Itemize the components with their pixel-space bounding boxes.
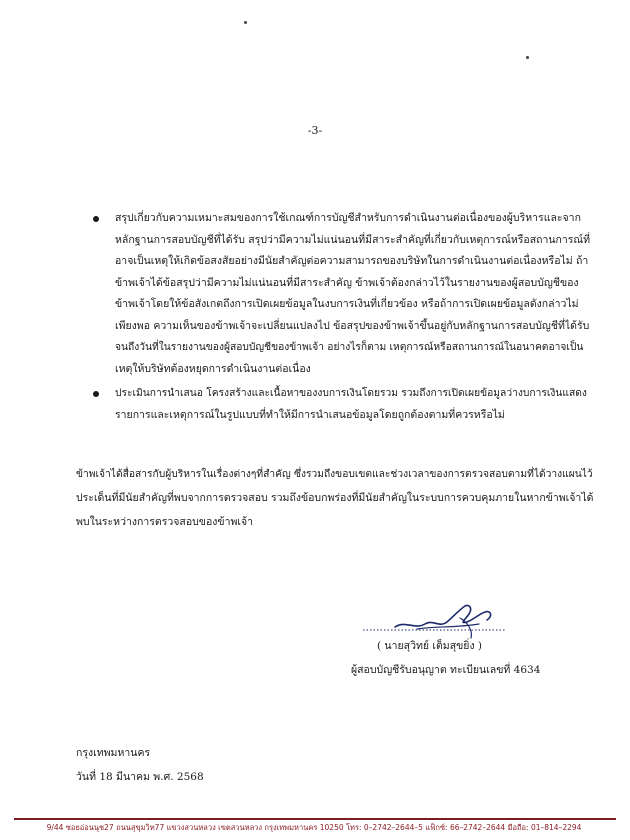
communication-paragraph bbox=[76, 462, 596, 534]
footer-rule bbox=[14, 818, 616, 820]
text-line: จนถึงวันที่ในรายงานของผู้สอบบัญชีของข้าพเจ้า อย่างไรก็ตาม เหตุการณ์หรือสถานการณ์ในอนาคตอาจเป็น bbox=[115, 341, 584, 353]
text-line: ข้าพเจ้าได้สื่อสารกับผู้บริหารในเรื่องต่างๆที่สำคัญ ซึ่งรวมถึงขอบเขตและช่วงเวลาของการตรวจสอบตามที่ได้วางแผนไว้ bbox=[76, 468, 593, 480]
text-line: พบในระหว่างการตรวจสอบของข้าพเจ้า bbox=[76, 516, 254, 528]
text-line: ข้าพเจ้าได้ข้อสรุปว่ามีความไม่แน่นอนที่มีสาระสำคัญ ข้าพเจ้าต้องกล่าวไว้ในรายงานของผู้สอบบัญชีของ bbox=[115, 276, 579, 289]
signer-name: ( นายสุวิทย์ เต็มสุขยิ่ง ) bbox=[377, 640, 483, 652]
place-and-date bbox=[76, 741, 204, 789]
date-label: วันที่ 18 มีนาคม พ.ศ. 2568 bbox=[76, 771, 204, 783]
scan-speck bbox=[526, 56, 529, 59]
text-line: ประเมินการนำเสนอ โครงสร้างและเนื้อหาของงบการเงินโดยรวม รวมถึงการเปิดเผยข้อมูลว่างบการเงินแสดง bbox=[115, 387, 587, 399]
text-line: อาจเป็นเหตุให้เกิดข้อสงสัยอย่างมีนัยสำคัญต่อความสามารถของบริษัทในการดำเนินงานต่อเนื่องหรือไม่ ถ้า bbox=[115, 255, 589, 267]
text-line: เพียงพอ ความเห็นของข้าพเจ้าจะเปลี่ยนแปลงไป ข้อสรุปของข้าพเจ้าขึ้นอยู่กับหลักฐานการสอบบัญชีที่ได้รับ bbox=[115, 319, 590, 332]
bullet-item-presentation bbox=[93, 383, 593, 426]
text-line: สรุปเกี่ยวกับความเหมาะสมของการใช้เกณฑ์การบัญชีสำหรับการดำเนินงานต่อเนื่องของผู้บริหารและจาก bbox=[115, 212, 581, 224]
bullet-dot-icon bbox=[93, 216, 99, 222]
page-number: -3- bbox=[307, 124, 323, 137]
city-label: กรุงเทพมหานคร bbox=[76, 747, 151, 759]
signer-title: ผู้สอบบัญชีรับอนุญาต ทะเบียนเลขที่ 4634 bbox=[351, 664, 541, 676]
text-line: รายการและเหตุการณ์ในรูปแบบที่ทำให้มีการนำเสนอข้อมูลโดยถูกต้องตามที่ควรหรือไม่ bbox=[115, 408, 505, 421]
footer-address: 9/44 ซอยอ่อนนุช27 ถนนสุขุมวิท77 แขวงสวนหลวง เขตสวนหลวง กรุงเทพมหานคร 10250 โทร: 0–2742–2644–5 แฟ็กซ์: 66–2742–2644 มือถือ: 01–814–2294 bbox=[46, 823, 582, 832]
bullet-list bbox=[93, 208, 593, 426]
text-line: เหตุให้บริษัทต้องหยุดการดำเนินงานต่อเนื่อง bbox=[115, 362, 311, 375]
bullet-dot-icon bbox=[93, 391, 99, 397]
bullet-item-going-concern bbox=[93, 208, 593, 380]
text-line: ประเด็นที่มีนัยสำคัญที่พบจากการตรวจสอบ รวมถึงข้อบกพร่องที่มีนัยสำคัญในระบบการควบคุมภายในหากข้าพเจ้าได้ bbox=[76, 492, 594, 504]
text-line: หลักฐานการสอบบัญชีที่ได้รับ สรุปว่ามีความไม่แน่นอนที่มีสาระสำคัญที่เกี่ยวกับเหตุการณ์หรือสถานการณ์ที่ bbox=[115, 233, 591, 246]
text-line: ข้าพเจ้าโดยให้ข้อสังเกตถึงการเปิดเผยข้อมูลในงบการเงินที่เกี่ยวข้อง หรือถ้าการเปิดเผยข้อมูลดังกล่าวไม่ bbox=[115, 298, 579, 310]
scan-speck bbox=[244, 21, 247, 24]
